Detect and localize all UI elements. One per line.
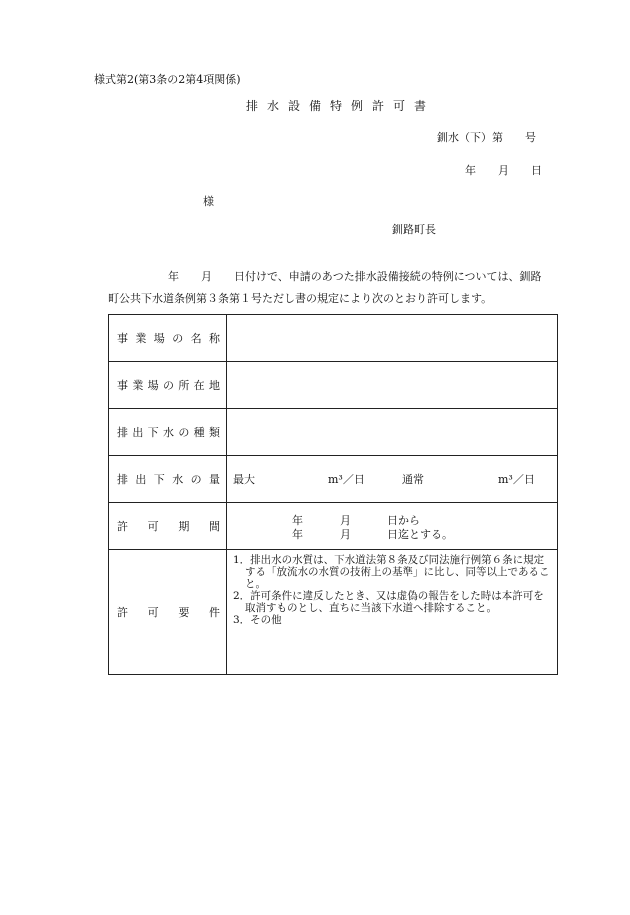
table-row [109, 409, 558, 456]
permit-period-field[interactable] [227, 503, 558, 550]
max-unit: m³／日 [328, 473, 365, 486]
period-to-year: 年 [292, 528, 303, 541]
row-label: 事業場の名称 [109, 315, 227, 362]
period-to-month: 月 [340, 528, 351, 541]
condition-item: 3．その他 [233, 614, 282, 626]
condition-item: 2．許可条件に違反したとき、又は虚偽の報告をした時は本許可を取消すものとし、直ちに当該下水道へ排除すること。 [233, 590, 544, 614]
wastewater-type-field[interactable] [227, 409, 558, 456]
row-label: 排出下水の種類 [109, 409, 227, 456]
form-number: 様式第2(第3条の2第4項関係) [94, 73, 241, 86]
intro-text-line1: 年 月 日付けで、申請のあつた排水設備接続の特例については、釧路 [168, 270, 542, 283]
row-label: 許可期間 [109, 503, 227, 550]
table-row [109, 315, 558, 362]
document-title: 排水設備特例許可書 [246, 99, 436, 113]
intro-text-line2: 町公共下水道条例第３条第１号ただし書の規定により次のとおり許可します。 [108, 292, 493, 305]
table-row [109, 503, 558, 550]
table-row [109, 550, 558, 675]
issue-date: 年 月 日 [465, 164, 542, 177]
normal-label: 通常 [402, 473, 424, 486]
business-name-field[interactable] [227, 315, 558, 362]
business-address-field[interactable] [227, 362, 558, 409]
issuer-name: 釧路町長 [392, 223, 436, 236]
period-from-month: 月 [340, 514, 351, 527]
period-from-day: 日から [387, 514, 420, 527]
condition-item: 1．排出水の水質は、下水道法第８条及び同法施行例第６条に規定する「放流水の水質の技術上の基準」に比し、同等以上であること。 [233, 554, 550, 590]
period-from-year: 年 [292, 514, 303, 527]
permit-conditions-field[interactable] [227, 550, 558, 675]
addressee-suffix: 様 [203, 195, 214, 208]
table-row [109, 362, 558, 409]
normal-unit: m³／日 [498, 473, 535, 486]
document-number: 釧水（下）第 号 [437, 131, 536, 144]
row-label: 排出下水の量 [109, 456, 227, 503]
max-label: 最大 [233, 473, 255, 486]
permit-table [108, 314, 558, 675]
wastewater-quantity-field[interactable] [227, 456, 558, 503]
row-label: 許可要件 [109, 550, 227, 675]
table-row [109, 456, 558, 503]
period-to-day: 日迄とする。 [387, 528, 453, 541]
row-label: 事業場の所在地 [109, 362, 227, 409]
